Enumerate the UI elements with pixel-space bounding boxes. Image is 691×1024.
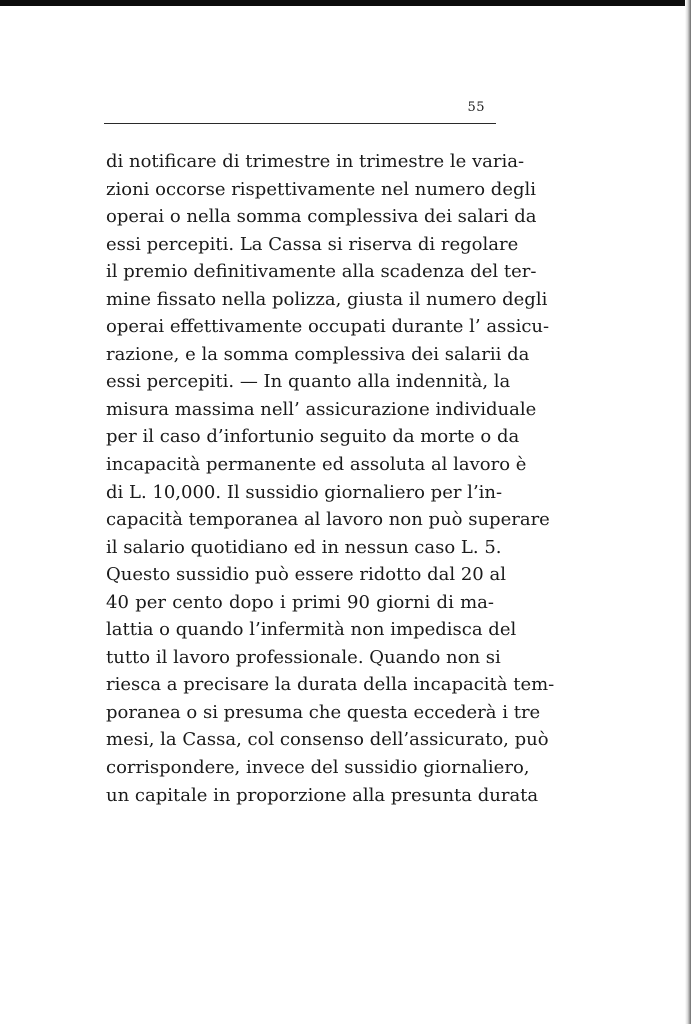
text-line: misura massima nell’ assicurazione individuale bbox=[106, 398, 537, 420]
text-line: Questo sussidio può essere ridotto dal 20 al bbox=[106, 564, 506, 586]
page-top-edge bbox=[0, 0, 691, 6]
text-line: corrispondere, invece del sussidio giornaliero, bbox=[106, 757, 530, 779]
text-line: razione, e la somma complessiva dei salarii da bbox=[106, 343, 530, 365]
text-line: il premio definitivamente alla scadenza del ter- bbox=[106, 261, 537, 283]
text-line: mine fissato nella polizza, giusta il numero degli bbox=[106, 288, 548, 310]
text-line: di notificare di trimestre in trimestre le varia- bbox=[106, 151, 525, 172]
text-line: riesca a precisare la durata della incapacità tem- bbox=[106, 674, 555, 696]
text-line: zioni occorse rispettivamente nel numero degli bbox=[106, 178, 537, 200]
header-rule bbox=[104, 123, 496, 124]
page-number: 55 bbox=[467, 100, 485, 115]
page-right-edge bbox=[685, 0, 691, 1024]
text-line: tutto il lavoro professionale. Quando non si bbox=[106, 646, 501, 668]
text-line: poranea o si presuma che questa eccederà i tre bbox=[106, 701, 541, 723]
text-line: mesi, la Cassa, col consenso dell’assicurato, può bbox=[106, 729, 549, 751]
text-line: operai effettivamente occupati durante l’ assicu- bbox=[106, 316, 550, 338]
text-line: capacità temporanea al lavoro non può superare bbox=[106, 509, 550, 531]
text-line: lattia o quando l’infermità non impedisca del bbox=[106, 619, 517, 641]
text-line: il salario quotidiano ed in nessun caso L. 5. bbox=[106, 536, 502, 558]
body-text bbox=[106, 148, 555, 809]
text-line: 40 per cento dopo i primi 90 giorni di ma- bbox=[106, 591, 494, 613]
text-line: essi percepiti. — In quanto alla indennità, la bbox=[106, 371, 511, 393]
text-line: per il caso d’infortunio seguito da morte o da bbox=[106, 426, 520, 448]
text-line: essi percepiti. La Cassa si riserva di regolare bbox=[106, 233, 519, 255]
text-line: un capitale in proporzione alla presunta durata bbox=[106, 784, 539, 806]
text-line: di L. 10,000. Il sussidio giornaliero per l’in- bbox=[106, 481, 503, 503]
text-line: operai o nella somma complessiva dei salari da bbox=[106, 206, 537, 228]
text-line: incapacità permanente ed assoluta al lavoro è bbox=[106, 454, 527, 476]
